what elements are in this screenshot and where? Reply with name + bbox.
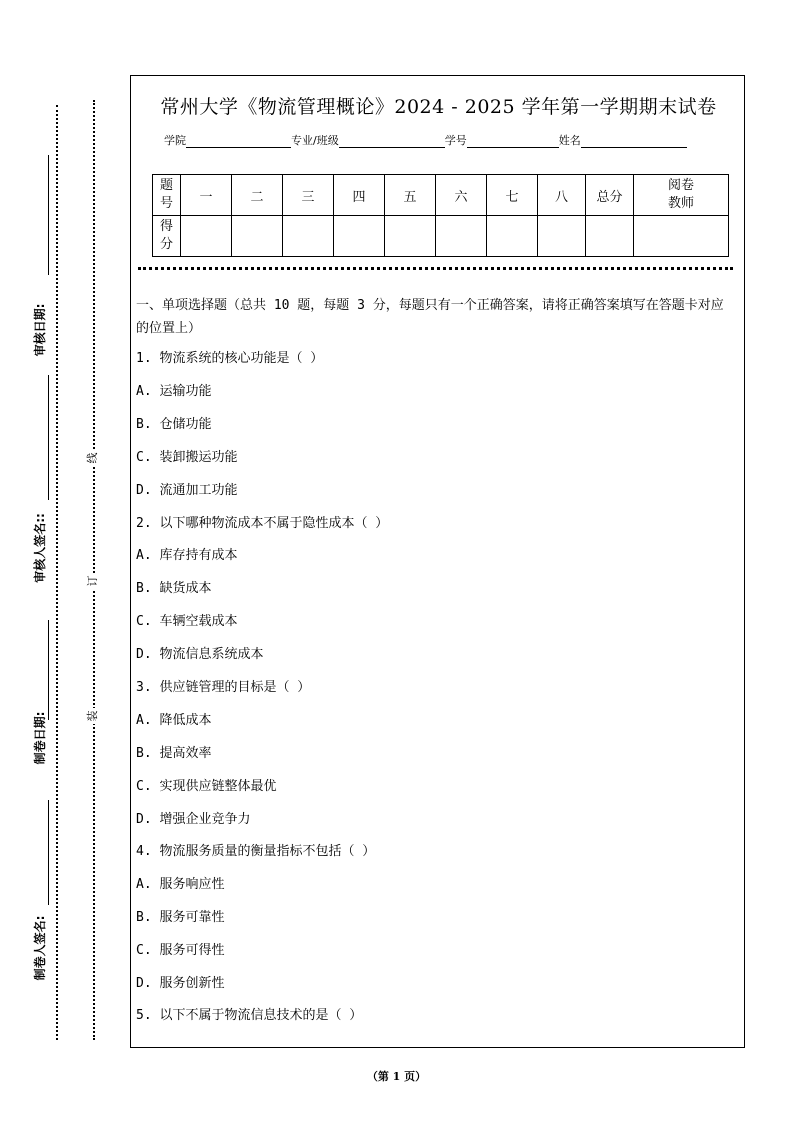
col-header-2: 二 [232,175,283,216]
review-date-label: 审核日期: [33,303,47,357]
bind-char-zhuang: 装 [84,708,100,724]
option-item: B. 服务可靠性 [136,910,225,925]
make-date-line [48,620,49,720]
col-header-grader: 阅卷 教师 [634,175,729,216]
col-header-7: 七 [487,175,538,216]
score-cell[interactable] [385,216,436,257]
question-stem: 4. 物流服务质量的衡量指标不包括（ ） [136,844,376,859]
reviewer-signature-label: 审核人签名:: [33,513,47,583]
option-item: A. 降低成本 [136,713,212,728]
option-item: D. 物流信息系统成本 [136,647,264,662]
score-cell[interactable] [538,216,586,257]
maker-signature-label: 制卷人签名: [33,915,47,981]
option-item: B. 仓储功能 [136,417,212,432]
score-table [152,174,729,257]
binding-dotted-line [93,100,95,1040]
reviewer-signature-line [48,375,49,500]
score-table-score-row [153,216,729,257]
col-header-3: 三 [283,175,334,216]
student-id-field[interactable] [467,135,559,148]
option-item: C. 服务可得性 [136,943,225,958]
col-header-total: 总分 [586,175,634,216]
option-item: D. 增强企业竞争力 [136,812,251,827]
option-item: D. 服务创新性 [136,976,225,991]
maker-signature-line [48,800,49,905]
col-header-8: 八 [538,175,586,216]
score-cell[interactable] [334,216,385,257]
option-item: B. 缺货成本 [136,581,212,596]
score-cell[interactable] [181,216,232,257]
student-info-row [164,132,724,148]
exam-title: 常州大学《物流管理概论》2024 - 2025 学年第一学期期末试卷 [160,96,717,118]
option-item: D. 流通加工功能 [136,483,238,498]
score-cell-total[interactable] [586,216,634,257]
question-stem: 3. 供应链管理的目标是（ ） [136,680,311,695]
col-header-6: 六 [436,175,487,216]
question-stem: 5. 以下不属于物流信息技术的是（ ） [136,1008,363,1023]
question-stem: 1. 物流系统的核心功能是（ ） [136,351,324,366]
major-field[interactable] [339,135,445,148]
grader-cell[interactable] [634,216,729,257]
col-header-5: 五 [385,175,436,216]
outer-dotted-line [56,105,58,1040]
section-heading: 一、单项选择题（总共 10 题，每题 3 分，每题只有一个正确答案，请将正确答案填写在答题卡对应的位置上） [136,298,724,336]
option-item: A. 运输功能 [136,384,212,399]
name-field[interactable] [581,135,687,148]
question-stem: 2. 以下哪种物流成本不属于隐性成本（ ） [136,516,389,531]
option-item: C. 车辆空载成本 [136,614,238,629]
col-header-4: 四 [334,175,385,216]
exam-paper [130,75,745,1048]
option-item: C. 装卸搬运功能 [136,450,238,465]
option-item: B. 提高效率 [136,746,212,761]
name-label: 姓名 [558,134,581,147]
score-cell[interactable] [232,216,283,257]
row-label-question-no: 题 号 [153,175,181,216]
make-date-label: 制卷日期: [33,711,47,765]
score-cell[interactable] [283,216,334,257]
student-id-label: 学号 [444,134,467,147]
option-item: C. 实现供应链整体最优 [136,779,277,794]
page-number: （第 1 页） [366,1070,427,1083]
score-table-header-row [153,175,729,216]
college-label: 学院 [164,134,186,147]
col-header-1: 一 [181,175,232,216]
bind-char-ding: 订 [84,573,100,589]
option-item: A. 库存持有成本 [136,548,238,563]
score-cell[interactable] [487,216,538,257]
college-field[interactable] [186,135,291,148]
bind-char-line: 线 [84,450,100,466]
review-date-line [48,155,49,275]
header-separator [138,267,733,270]
row-label-score: 得 分 [153,216,181,257]
option-item: A. 服务响应性 [136,877,225,892]
score-cell[interactable] [436,216,487,257]
major-label: 专业/班级 [291,134,339,147]
